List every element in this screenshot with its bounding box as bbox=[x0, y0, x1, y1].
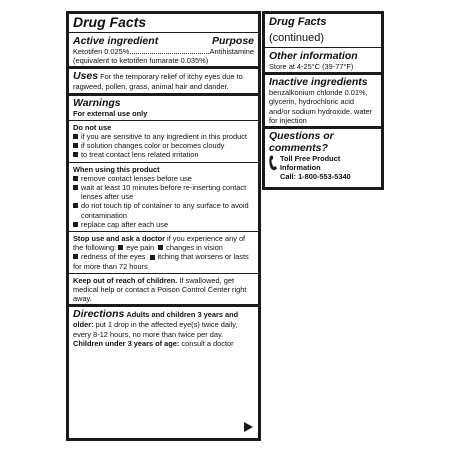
active-ingredient-section bbox=[69, 34, 258, 66]
inactive-heading: Inactive ingredients bbox=[269, 76, 368, 89]
continued-suffix: (continued) bbox=[269, 32, 325, 44]
do-not-use-section bbox=[69, 122, 258, 161]
other-info-section bbox=[265, 49, 381, 72]
drug-facts-panel bbox=[66, 11, 261, 441]
warnings-section bbox=[69, 96, 258, 119]
directions-heading: Directions bbox=[73, 308, 125, 321]
keep-out-section bbox=[69, 275, 258, 305]
list-item: redness of the eyes bbox=[73, 252, 146, 261]
directions-children-lead: Children under 3 years of age: bbox=[73, 338, 180, 348]
other-info-text: Store at 4-25°C (39-77°F) bbox=[269, 62, 354, 71]
continued-title: Drug Facts bbox=[269, 16, 327, 28]
list-item: replace cap after each use bbox=[73, 220, 254, 229]
directions-adults-lead: Adults and children 3 years and older: bbox=[73, 310, 239, 330]
list-item: if solution changes color or becomes cloudy bbox=[73, 141, 254, 150]
questions-heading: Questions or comments? bbox=[269, 130, 334, 155]
drug-facts-title: Drug Facts bbox=[73, 14, 147, 30]
list-item: wait at least 10 minutes before re-inserting contact lenses after use bbox=[73, 183, 254, 201]
list-item: do not touch tip of container to any surface to avoid contamination bbox=[73, 201, 254, 219]
purpose-heading: Purpose bbox=[211, 35, 254, 47]
warnings-heading: Warnings bbox=[73, 96, 121, 109]
ingredient-purpose: Antihistamine bbox=[209, 47, 254, 56]
questions-section bbox=[265, 129, 381, 183]
active-ingredient-heading: Active ingredient bbox=[73, 35, 159, 47]
questions-line1: Toll Free Product Information bbox=[280, 154, 341, 173]
ingredient-equivalent: (equivalent to ketotifen fumarate 0.035%) bbox=[73, 56, 209, 66]
keep-out-text: If swallowed, get medical help or contact a Poison Control Center right away. bbox=[73, 275, 247, 304]
directions-children-text: consult a doctor bbox=[179, 338, 234, 348]
directions-section bbox=[69, 307, 258, 349]
list-item: itching that worsens or lasts for more than 72 hours bbox=[73, 252, 249, 271]
drug-facts-continued-panel bbox=[262, 11, 384, 190]
ingredient-name: Ketotifen 0.025% bbox=[73, 47, 130, 56]
uses-section bbox=[69, 69, 258, 92]
stop-use-section bbox=[69, 233, 258, 272]
list-item: remove contact lenses before use bbox=[73, 174, 254, 183]
other-info-heading: Other information bbox=[269, 50, 358, 62]
continue-arrow-icon bbox=[244, 422, 253, 432]
questions-phone: Call: 1-800-553-5340 bbox=[280, 172, 351, 182]
stop-use-lead: Stop use and ask a doctor bbox=[73, 234, 165, 244]
uses-heading: Uses bbox=[73, 70, 99, 83]
external-use-note: For external use only bbox=[73, 108, 148, 118]
keep-out-lead: Keep out of reach of children. bbox=[73, 275, 178, 285]
uses-text: For the temporary relief of itchy eyes due to ragweed, pollen, grass, animal hair and dander. bbox=[73, 72, 243, 92]
list-item: eye pain bbox=[118, 243, 154, 252]
phone-icon bbox=[269, 155, 277, 171]
stop-use-text: if you experience any of the following: bbox=[73, 234, 246, 253]
inactive-text: benzalkonium chloride 0.01%, glycerin, hydrochloric acid and/or sodium hydroxide, water for injection bbox=[269, 88, 373, 125]
list-item: changes in vision bbox=[158, 243, 223, 252]
directions-adults-text: put 1 drop in the affected eye(s) twice daily, every 8-12 hours, no more than twice per day. bbox=[73, 320, 238, 339]
list-item: if you are sensitive to any ingredient in this product bbox=[73, 132, 254, 141]
list-item: to treat contact lens related irritation bbox=[73, 150, 254, 159]
inactive-section bbox=[265, 75, 381, 126]
when-using-heading: When using this product bbox=[73, 164, 160, 174]
when-using-section bbox=[69, 164, 258, 230]
do-not-use-heading: Do not use bbox=[73, 122, 112, 132]
